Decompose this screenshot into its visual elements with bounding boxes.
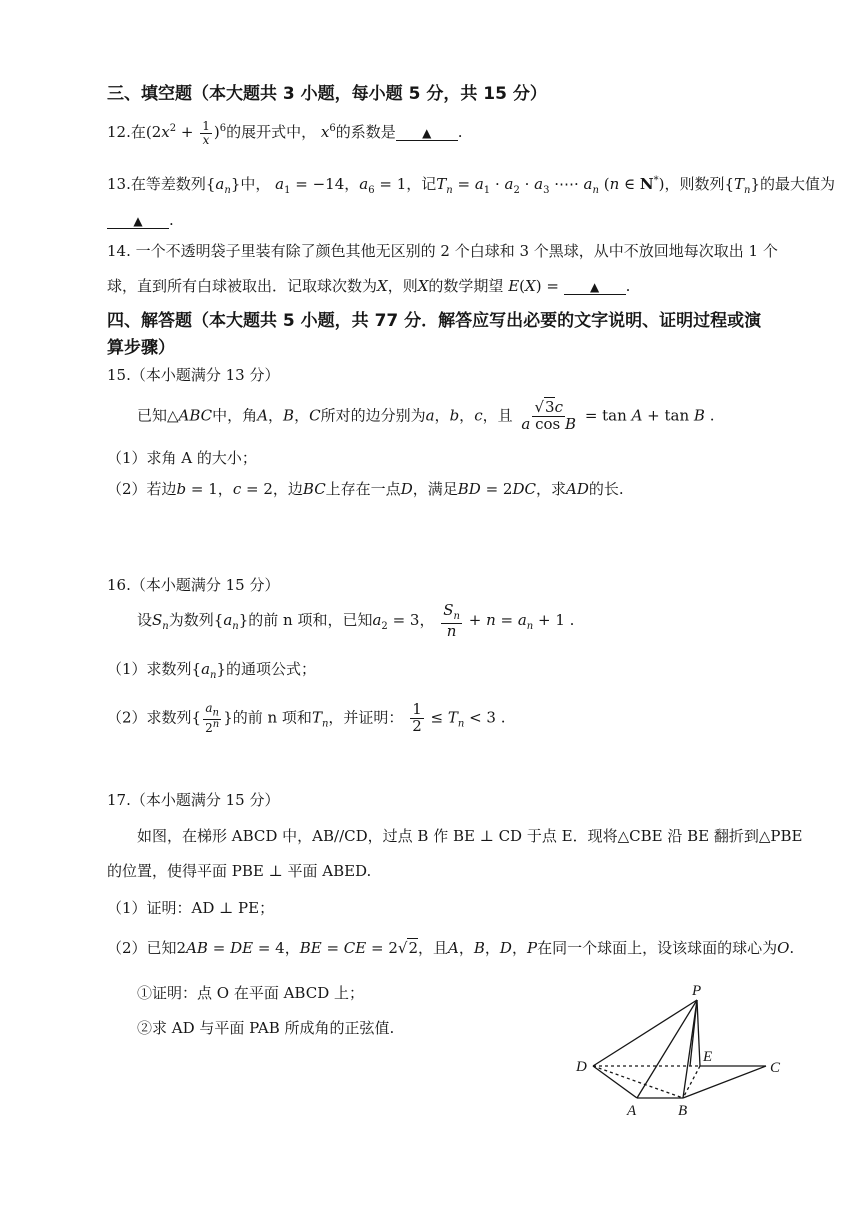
question-14-line-1: 14. 一个不透明袋子里装有除了颜色其他无区别的 2 个白球和 3 个黑球，从中不放回地每次取出 1 个 (107, 242, 778, 260)
edge-EB-dashed (683, 1066, 700, 1098)
edge-AP (637, 1000, 697, 1098)
answer-blank: ▲ (396, 127, 458, 141)
question-17-subpart-2: ②求 AD 与平面 PAB 所成角的正弦值. (137, 1019, 395, 1037)
question-15-part-2: （2）若边b = 1，c = 2，边BC上存在一点D，满足BD = 2DC，求AD的长. (107, 480, 624, 498)
label-A: A (627, 1103, 637, 1119)
question-14-line-2: 球，直到所有白球被取出．记取球次数为X，则X的数学期望 E(X) = ▲ . (107, 277, 631, 295)
fraction: $\frac{a_n}{2^n}$ (205, 701, 220, 735)
fraction: $\frac{1}{2}$ (412, 700, 422, 735)
question-16-part-1: （1）求数列$\{a_n\}$的通项公式； (107, 660, 317, 681)
question-number: 13. (107, 175, 131, 193)
fraction: $\frac{S_n}{n}$ (443, 601, 460, 640)
question-17-subpart-1: ①证明：点 O 在平面 ABCD 上； (137, 984, 365, 1002)
question-12: 12.在($2x^2$ + $\frac{1}{x}$ )$^6$的展开式中， $x^6$的系数是 ▲ . (107, 119, 463, 147)
question-15-part-1: （1）求角 A 的大小； (107, 449, 257, 467)
question-15-stem: 已知△ABC中，角A，B，C所对的边分别为a，b，c，且 $\frac{√3c}{\text{a cos B}}$ = tan A + tan B . (137, 398, 715, 433)
section-3-heading: 三、填空题（本大题共 3 小题，每小题 5 分，共 15 分） (107, 84, 547, 104)
edge-DA (593, 1066, 637, 1098)
fraction: $\frac{√3c}{\text{a cos B}}$ (521, 398, 577, 433)
question-13: 13.在等差数列$\{a_n\}$中， $a_1 = -14$，$a_6 = 1$，记$T_n = a_1 \cdot a_2 \cdot a_3$ ·⋯· $a_n$ (n ∈ N*)，则数列$\{T_n\}$的最大值为 (107, 175, 836, 196)
edge-BP (683, 1000, 697, 1098)
question-17-part-2: （2）已知2AB = DE = 4，BE = CE = 2√2，且A，B，D，P在同一个球面上，设该球面的球心为O. (107, 939, 795, 957)
label-B: B (678, 1103, 688, 1119)
question-17-stem-line-1: 如图，在梯形 ABCD 中，AB//CD，过点 B 作 BE ⊥ CD 于点 E．现将△CBE 沿 BE 翻折到△PBE (137, 827, 803, 845)
question-15-header: 15.（本小题满分 13 分） (107, 366, 280, 384)
question-17-header: 17.（本小题满分 15 分） (107, 791, 280, 809)
edge-DB-dashed (593, 1066, 683, 1098)
question-13-answer-line: ▲ . (107, 213, 174, 229)
answer-blank: ▲ (107, 215, 169, 229)
label-P: P (692, 983, 702, 999)
section-4-heading-line-1: 四、解答题（本大题共 5 小题，共 77 分．解答应写出必要的文字说明、证明过程或演 (107, 311, 762, 331)
question-16-stem: 设$S_n$为数列$\{a_n\}$的前 n 项和，已知$a_2 = 3$， $\frac{S_n}{n}$ + $n = a_n + 1$ . (137, 601, 575, 640)
section-4-heading-line-2: 算步骤） (107, 338, 175, 358)
label-D: D (576, 1059, 587, 1075)
edge-BC (683, 1066, 766, 1098)
question-17-stem-line-2: 的位置，使得平面 PBE ⊥ 平面 ABED. (107, 862, 372, 880)
label-E: E (703, 1049, 713, 1065)
fraction: $\frac{1}{x}$ (202, 119, 210, 147)
question-16-part-2: （2）求数列{ $\frac{a_n}{2^n}$ }的前 n 项和$T_n$，并证明： $\frac{1}{2}$ ≤ $T_n < 3$ . (107, 700, 506, 735)
question-16-header: 16.（本小题满分 15 分） (107, 576, 280, 594)
label-C: C (770, 1060, 781, 1076)
edge-PE (697, 1000, 700, 1066)
edge-DP (593, 1000, 697, 1066)
question-number: 12. (107, 123, 131, 142)
answer-blank: ▲ (564, 281, 626, 295)
question-17-part-1: （1）证明：AD ⊥ PE； (107, 899, 275, 917)
edge-PB2 (690, 1000, 697, 1066)
